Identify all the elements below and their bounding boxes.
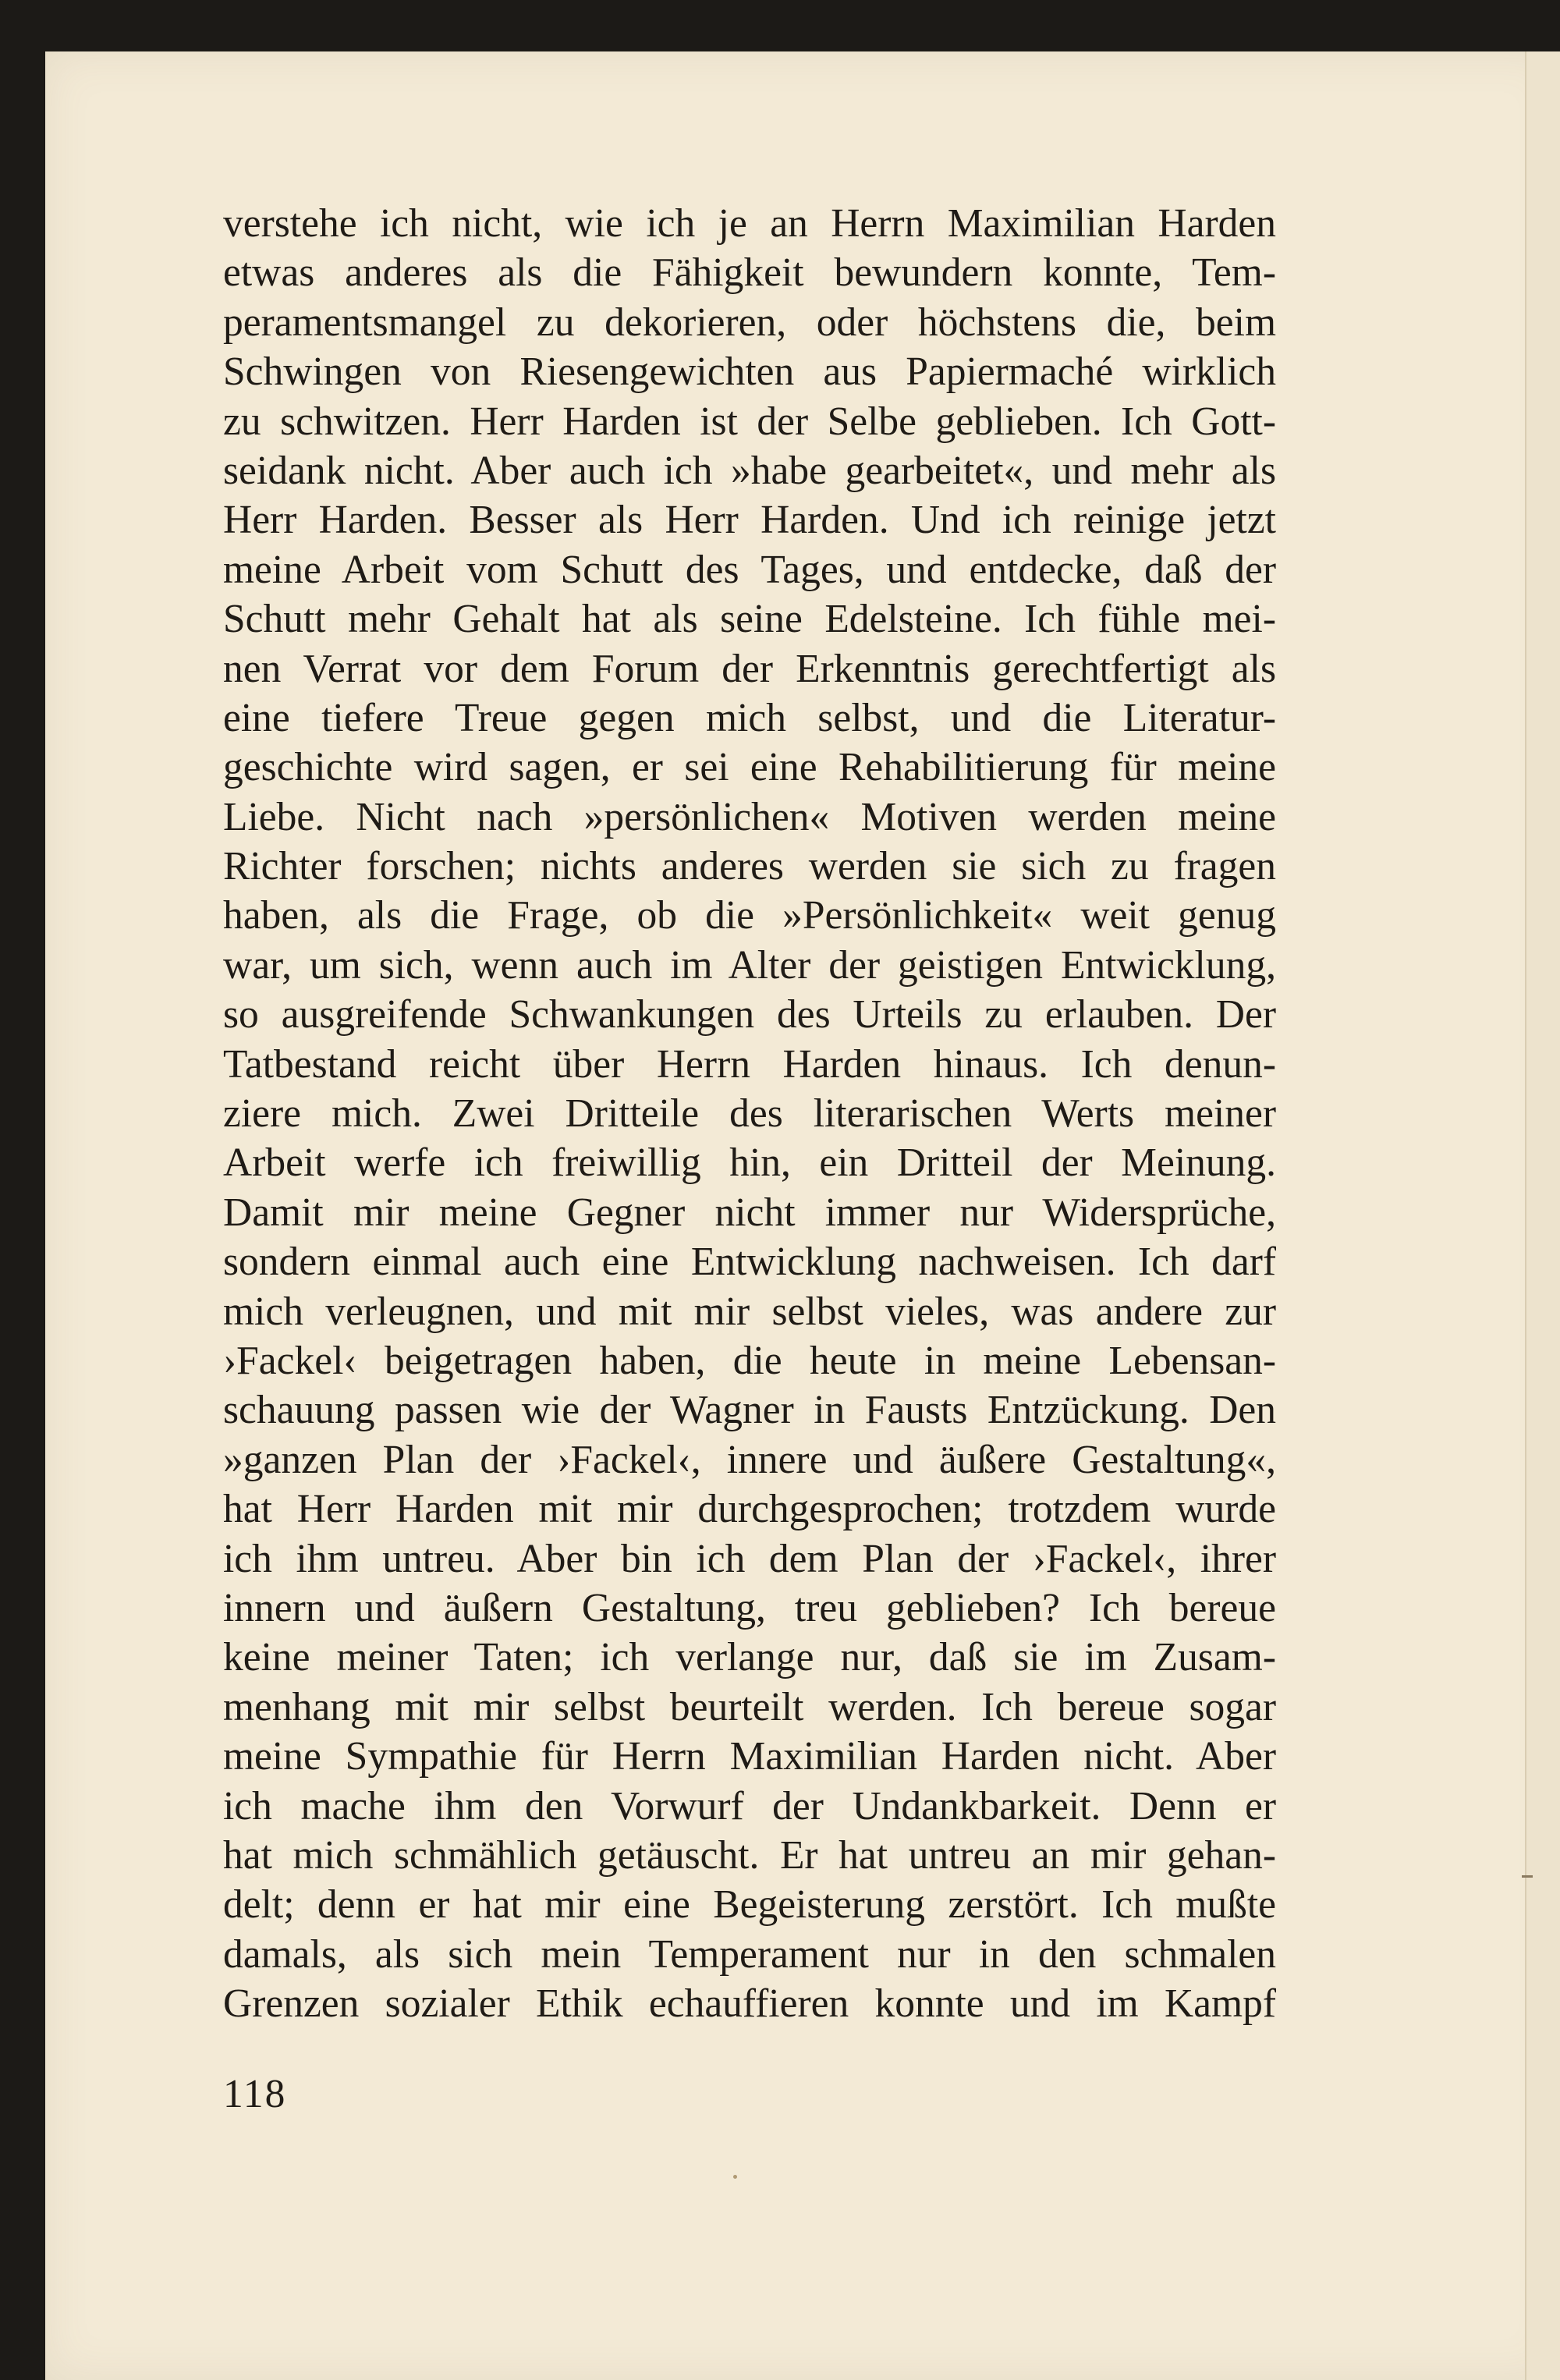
- text-line: schauung passen wie der Wagner in Fausts Entzückung. Den: [223, 1388, 1276, 1433]
- text-line: nen Verrat vor dem Forum der Erkenntnis gerechtfertigt als: [223, 646, 1276, 691]
- text-line: peramentsmangel zu dekorieren, oder höchstens die, beim: [223, 300, 1276, 345]
- text-line: Grenzen sozialer Ethik echauffieren konnte und im Kampf: [223, 1981, 1276, 2027]
- text-line: mich verleugnen, und mit mir selbst vieles, was andere zur: [223, 1289, 1276, 1334]
- text-line: seidank nicht. Aber auch ich »habe gearbeitet«, und mehr als: [223, 448, 1276, 493]
- text-line: sondern einmal auch eine Entwicklung nachweisen. Ich darf: [223, 1240, 1276, 1285]
- text-line: so ausgreifende Schwankungen des Urteils zu erlauben. Der: [223, 992, 1276, 1037]
- text-line: delt; denn er hat mir eine Begeisterung zerstört. Ich mußte: [223, 1882, 1276, 1928]
- text-line: verstehe ich nicht, wie ich je an Herrn Maximilian Harden: [223, 201, 1276, 246]
- text-line: etwas anderes als die Fähigkeit bewundern konnte, Tem-: [223, 250, 1276, 296]
- text-line: damals, als sich mein Temperament nur in den schmalen: [223, 1931, 1276, 1977]
- text-line: Damit mir meine Gegner nicht immer nur Widersprüche,: [223, 1190, 1276, 1235]
- text-line: Tatbestand reicht über Herrn Harden hinaus. Ich denun-: [223, 1041, 1276, 1087]
- text-line: innern und äußern Gestaltung, treu geblieben? Ich bereue: [223, 1585, 1276, 1630]
- text-line: haben, als die Frage, ob die »Persönlichkeit« weit genug: [223, 893, 1276, 938]
- text-line: Herr Harden. Besser als Herr Harden. Und ich reinige jetzt: [223, 498, 1276, 543]
- text-line: Liebe. Nicht nach »persönlichen« Motiven werden meine: [223, 794, 1276, 839]
- text-line: hat mich schmählich getäuscht. Er hat untreu an mir gehan-: [223, 1832, 1276, 1878]
- text-line: zu schwitzen. Herr Harden ist der Selbe geblieben. Ich Gott-: [223, 399, 1276, 444]
- text-line: meine Sympathie für Herrn Maximilian Harden nicht. Aber: [223, 1734, 1276, 1779]
- text-line: geschichte wird sagen, er sei eine Rehabilitierung für meine: [223, 745, 1276, 790]
- body-text: [223, 199, 1276, 2028]
- text-line: meine Arbeit vom Schutt des Tages, und entdecke, daß der: [223, 547, 1276, 592]
- text-line: ziere mich. Zwei Dritteile des literarischen Werts meiner: [223, 1091, 1276, 1137]
- paper-speck: [733, 2175, 737, 2179]
- text-line: Arbeit werfe ich freiwillig hin, ein Dritteil der Meinung.: [223, 1140, 1276, 1186]
- text-line: Schwingen von Riesengewichten aus Papiermaché wirklich: [223, 349, 1276, 395]
- text-line: »ganzen Plan der ›Fackel‹, innere und äußere Gestaltung«,: [223, 1437, 1276, 1482]
- text-line: eine tiefere Treue gegen mich selbst, und die Literatur-: [223, 695, 1276, 740]
- page-edge-mark: [1522, 1875, 1533, 1878]
- text-line: ich mache ihm den Vorwurf der Undankbarkeit. Denn er: [223, 1783, 1276, 1828]
- text-line: ›Fackel‹ beigetragen haben, die heute in meine Lebensan-: [223, 1338, 1276, 1383]
- text-line: war, um sich, wenn auch im Alter der geistigen Entwicklung,: [223, 942, 1276, 988]
- text-line: ich ihm untreu. Aber bin ich dem Plan der ›Fackel‹, ihrer: [223, 1536, 1276, 1581]
- text-line: menhang mit mir selbst beurteilt werden. Ich bereue sogar: [223, 1684, 1276, 1729]
- text-line: Schutt mehr Gehalt hat als seine Edelsteine. Ich fühle mei-: [223, 597, 1276, 642]
- text-line: Richter forschen; nichts anderes werden sie sich zu fragen: [223, 844, 1276, 889]
- page-number: 118: [223, 2072, 287, 2116]
- text-line: hat Herr Harden mit mir durchgesprochen; trotzdem wurde: [223, 1487, 1276, 1532]
- next-page-edge: [1525, 51, 1560, 2380]
- text-line: keine meiner Taten; ich verlange nur, daß sie im Zusam-: [223, 1635, 1276, 1680]
